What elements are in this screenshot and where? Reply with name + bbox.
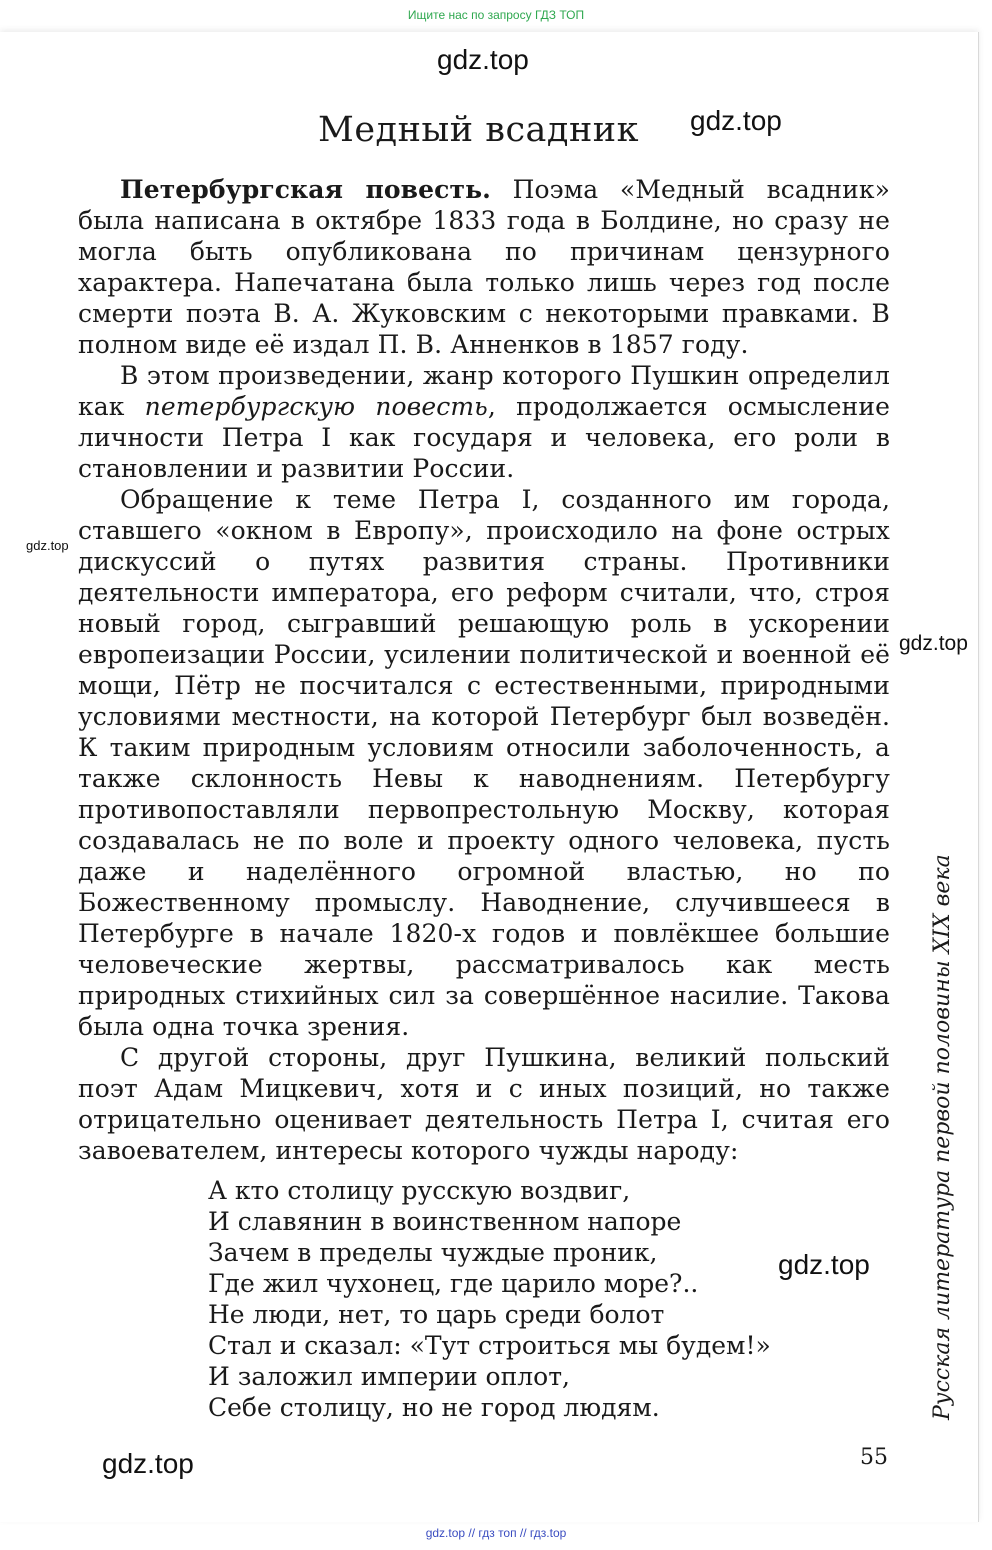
bottom-footer-links[interactable]: gdz.top // гдз топ // гдз.top: [425, 1526, 567, 1540]
paragraph-3: Обращение к теме Петра I, созданного им города, ставшего «окном в Европу», происходило на фоне острых дискуссий о путях развития страны. Противники деятельности императора, его реформ считали, что, строя новый город, сыгравший решающую роль в ускорении европеизации России, усилении политической и военной её мощи, Пётр не посчитался с естественными, природными условиями местности, на которой Петербург был возведён. К таким природным условиям относили заболоченность, а также склонность Невы к наводнениям. Петербургу противопоставляли первопрестольную Москву, которая создавалась не по воле и проекту одного человека, пусть даже и наделённого огромной властью, но по Божественному промыслу. Наводнение, случившееся в Петербурге в начале 1820-х годов и повлёкшее большие человеческие жертвы, рассматривалось как месть природных стихийных сил за совершённое насилие. Такова была одна точка зрения.: [78, 485, 890, 1041]
poem-line: Стал и сказал: «Тут строиться мы будем!»: [208, 1331, 771, 1360]
poem-line: Себе столицу, но не город людям.: [208, 1393, 660, 1422]
page-number: 55: [860, 1445, 888, 1470]
paragraph-1-text: Поэма «Медный всадник» была написана в октябре 1833 года в Болдине, но сразу не могла быть опубликована по причинам цензурного характера. Напечатана была только лишь через год после смерти поэта В. А. Жуковским с некоторыми правками. В полном виде её издал П. В. Анненков в 1857 году.: [78, 175, 890, 359]
poem-quote: [208, 1175, 771, 1423]
paragraph-2-text-before: В этом произведении, жанр которого Пушкин определил как: [78, 361, 890, 421]
page-title: Медный всадник: [318, 110, 639, 150]
paragraph-2-italic: петербургскую повесть: [144, 392, 488, 421]
paragraph-1: [78, 174, 890, 360]
paragraph-1-lead: Петербургская повесть.: [120, 175, 491, 204]
poem-line: А кто столицу русскую воздвиг,: [208, 1176, 631, 1205]
watermark-title-right: gdz.top: [690, 105, 782, 136]
side-caption: Русская литература первой половины XIX века: [930, 854, 955, 1420]
watermark-right-mid: gdz.top: [899, 632, 968, 655]
top-banner[interactable]: Ищите нас по запросу ГДЗ ТОП: [407, 8, 585, 22]
watermark-top-center: gdz.top: [437, 44, 529, 75]
poem-line: Где жил чухонец, где царило море?..: [208, 1269, 699, 1298]
poem-line: Не люди, нет, то царь среди болот: [208, 1300, 665, 1329]
poem-line: И заложил империи оплот,: [208, 1362, 570, 1391]
paragraph-2-text-after: , продолжается осмысление личности Петра I как государя и человека, его роли в становлении и развитии России.: [78, 392, 890, 483]
poem-line: И славянин в воинственном напоре: [208, 1207, 682, 1236]
paragraph-4: С другой стороны, друг Пушкина, великий польский поэт Адам Мицкевич, хотя и с иных позиций, но также отрицательно оценивает деятельность Петра I, считая его завоевателем, интересы которого чужды народу:: [78, 1043, 890, 1165]
article-body: [78, 174, 890, 1166]
watermark-bottom-left: gdz.top: [102, 1448, 194, 1479]
paragraph-2: [78, 360, 890, 484]
poem-line: Зачем в пределы чуждые проник,: [208, 1238, 658, 1267]
watermark-poem-right: gdz.top: [778, 1249, 870, 1280]
watermark-left-small: gdz.top: [26, 538, 69, 553]
